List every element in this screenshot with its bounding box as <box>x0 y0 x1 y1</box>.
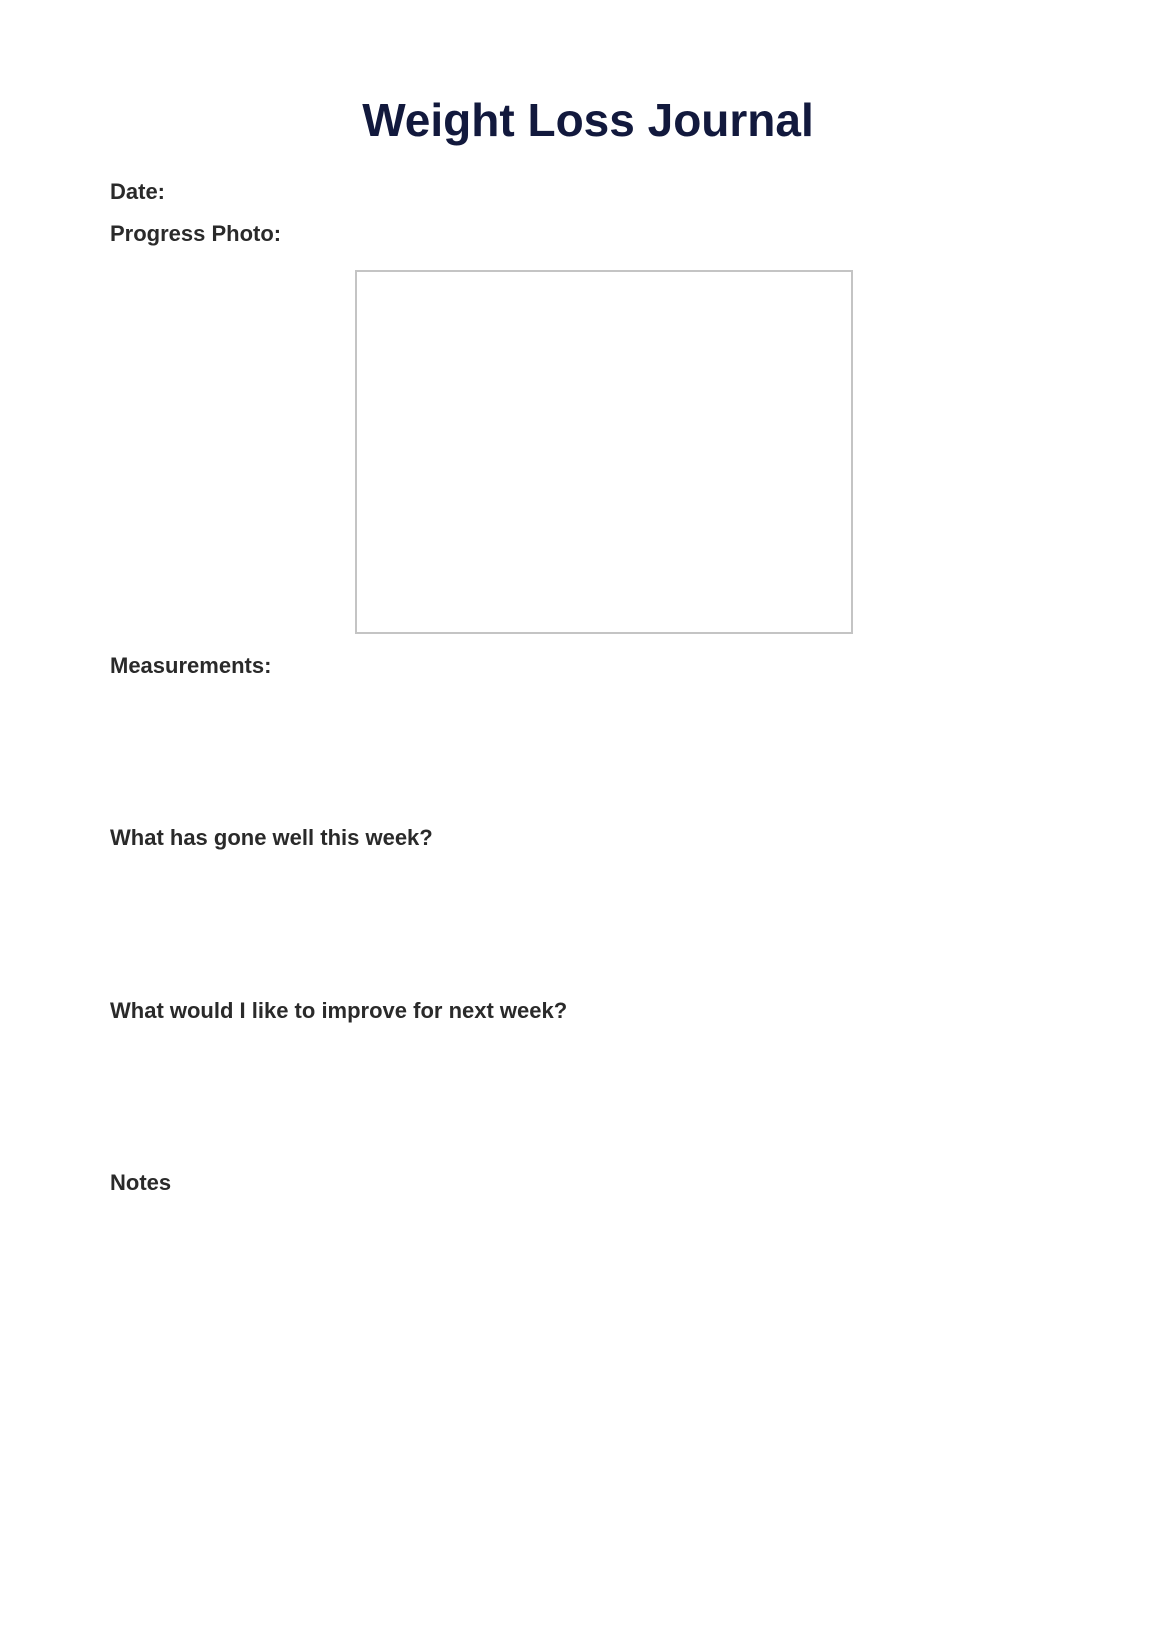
measurements-label: Measurements: <box>110 653 272 678</box>
page-title: Weight Loss Journal <box>362 94 814 146</box>
gone-well-label: What has gone well this week? <box>110 825 433 850</box>
progress-photo-box[interactable] <box>355 270 853 634</box>
improve-label: What would I like to improve for next week? <box>110 998 568 1023</box>
gone-well-field[interactable] <box>110 856 1066 986</box>
notes-label: Notes <box>110 1170 172 1195</box>
improve-field[interactable] <box>110 1029 1066 1159</box>
measurements-field[interactable] <box>110 684 1066 814</box>
notes-field[interactable] <box>110 1201 1066 1581</box>
progress-photo-label: Progress Photo: <box>110 221 282 246</box>
date-label: Date: <box>110 179 166 204</box>
